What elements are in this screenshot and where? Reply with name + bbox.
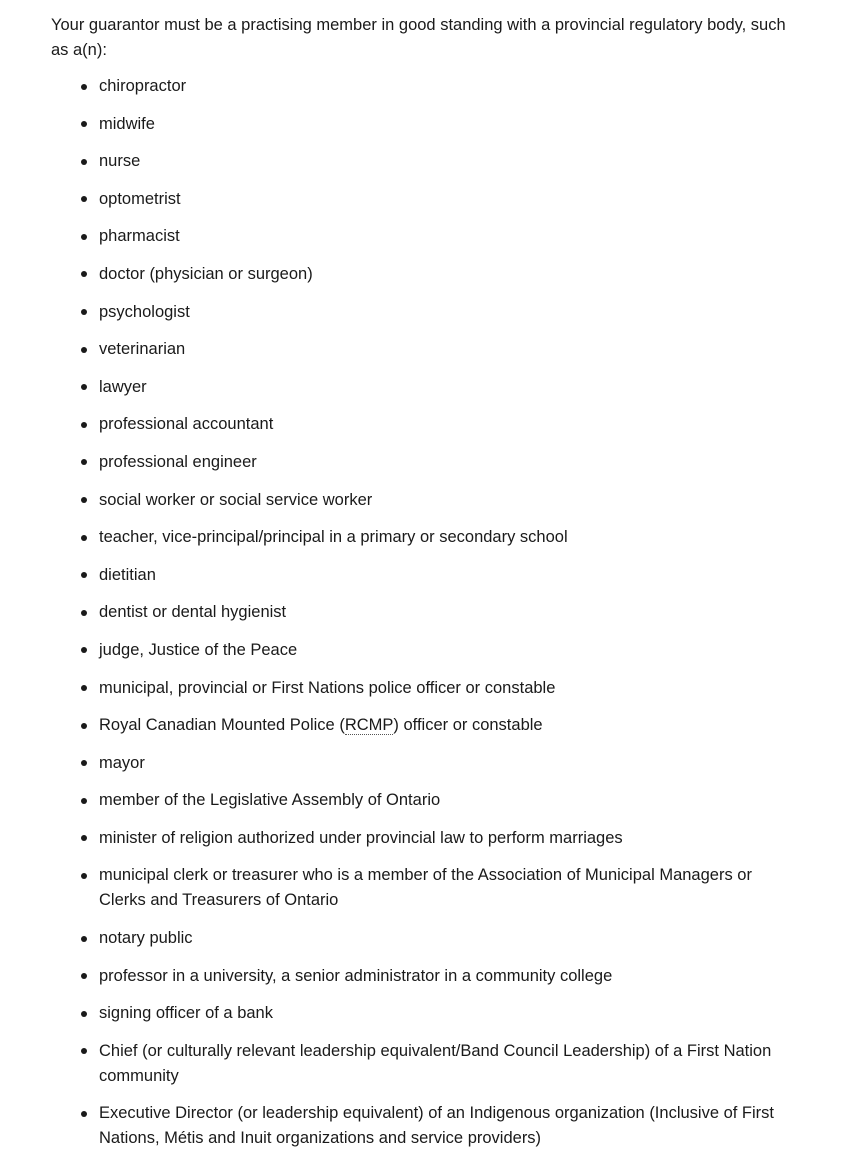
bullet-icon bbox=[81, 84, 87, 90]
list-item-text: teacher, vice-principal/principal in a primary or secondary school bbox=[99, 528, 568, 547]
list-item bbox=[99, 488, 791, 513]
bullet-icon bbox=[81, 1011, 87, 1017]
bullet-icon bbox=[81, 1111, 87, 1117]
list-item bbox=[99, 112, 791, 137]
list-item-text: member of the Legislative Assembly of Ontario bbox=[99, 791, 441, 810]
list-item bbox=[99, 863, 791, 913]
list-item bbox=[99, 1101, 791, 1151]
list-item-text: municipal clerk or treasurer who is a member of the Association of Municipal Managers or Clerks and Treasurers of Ontario bbox=[99, 866, 752, 910]
bullet-icon bbox=[81, 384, 87, 390]
bullet-icon bbox=[81, 535, 87, 541]
list-item-text: nurse bbox=[99, 152, 141, 171]
list-item-text: professional accountant bbox=[99, 415, 274, 434]
list-item bbox=[99, 788, 791, 813]
list-item bbox=[99, 450, 791, 475]
list-item-text: veterinarian bbox=[99, 340, 186, 359]
list-item-text: professor in a university, a senior administrator in a community college bbox=[99, 966, 613, 985]
bullet-icon bbox=[81, 760, 87, 766]
list-item bbox=[99, 187, 791, 212]
bullet-icon bbox=[81, 572, 87, 578]
bullet-icon bbox=[81, 347, 87, 353]
bullet-icon bbox=[81, 422, 87, 428]
list-item bbox=[99, 751, 791, 776]
bullet-icon bbox=[81, 234, 87, 240]
list-item bbox=[99, 964, 791, 989]
list-item bbox=[99, 638, 791, 663]
bullet-icon bbox=[81, 271, 87, 277]
list-item bbox=[99, 600, 791, 625]
list-item bbox=[99, 1039, 791, 1089]
bullet-icon bbox=[81, 1048, 87, 1054]
bullet-icon bbox=[81, 873, 87, 879]
bullet-icon bbox=[81, 723, 87, 729]
bullet-icon bbox=[81, 973, 87, 979]
list-item bbox=[99, 149, 791, 174]
list-item bbox=[99, 926, 791, 951]
list-item bbox=[99, 412, 791, 437]
list-item bbox=[99, 1001, 791, 1026]
list-item-text: lawyer bbox=[99, 377, 147, 396]
list-item-text: chiropractor bbox=[99, 77, 187, 95]
list-item-text: mayor bbox=[99, 753, 145, 772]
bullet-icon bbox=[81, 309, 87, 315]
list-item-text: psychologist bbox=[99, 302, 190, 321]
bullet-icon bbox=[81, 647, 87, 653]
rcmp-abbreviation[interactable]: RCMP bbox=[344, 716, 394, 735]
list-item-text: pharmacist bbox=[99, 227, 180, 246]
list-item-text-before: Royal Canadian Mounted Police ( bbox=[99, 716, 345, 735]
bullet-icon bbox=[81, 121, 87, 127]
list-item-text: dietitian bbox=[99, 565, 156, 584]
list-item-text: professional engineer bbox=[99, 452, 257, 471]
list-item-text: minister of religion authorized under provincial law to perform marriages bbox=[99, 828, 623, 847]
list-item-text: municipal, provincial or First Nations police officer or constable bbox=[99, 678, 556, 697]
list-item bbox=[99, 525, 791, 550]
bullet-icon bbox=[81, 798, 87, 804]
bullet-icon bbox=[81, 459, 87, 465]
list-item bbox=[99, 563, 791, 588]
list-item-text: social worker or social service worker bbox=[99, 490, 373, 509]
bullet-icon bbox=[81, 610, 87, 616]
list-item bbox=[99, 713, 791, 738]
list-item-text: doctor (physician or surgeon) bbox=[99, 264, 313, 283]
list-item bbox=[99, 300, 791, 325]
list-item bbox=[99, 262, 791, 287]
list-item-text: optometrist bbox=[99, 189, 181, 208]
guarantor-list bbox=[51, 74, 791, 1151]
list-item bbox=[99, 74, 791, 99]
bullet-icon bbox=[81, 685, 87, 691]
list-item-text-after: ) officer or constable bbox=[393, 716, 543, 735]
list-item-text: signing officer of a bank bbox=[99, 1004, 273, 1023]
list-item bbox=[99, 337, 791, 362]
list-item bbox=[99, 375, 791, 400]
list-item-text: notary public bbox=[99, 929, 193, 948]
bullet-icon bbox=[81, 196, 87, 202]
list-item bbox=[99, 826, 791, 851]
bullet-icon bbox=[81, 835, 87, 841]
list-item-text: Executive Director (or leadership equivalent) of an Indigenous organization (Inclusive of First Nations, Métis and Inuit organizations and service providers) bbox=[99, 1104, 775, 1148]
list-item-text: midwife bbox=[99, 114, 155, 133]
list-item-text: Chief (or culturally relevant leadership equivalent/Band Council Leadership) of a First Nation community bbox=[99, 1041, 772, 1085]
list-item-text: dentist or dental hygienist bbox=[99, 603, 287, 622]
bullet-icon bbox=[81, 159, 87, 165]
list-item bbox=[99, 224, 791, 249]
list-item bbox=[99, 676, 791, 701]
bullet-icon bbox=[81, 497, 87, 503]
bullet-icon bbox=[81, 936, 87, 942]
list-item-text: judge, Justice of the Peace bbox=[99, 640, 298, 659]
intro-paragraph: Your guarantor must be a practising member in good standing with a provincial regulatory body, such as a(n): bbox=[51, 16, 786, 59]
